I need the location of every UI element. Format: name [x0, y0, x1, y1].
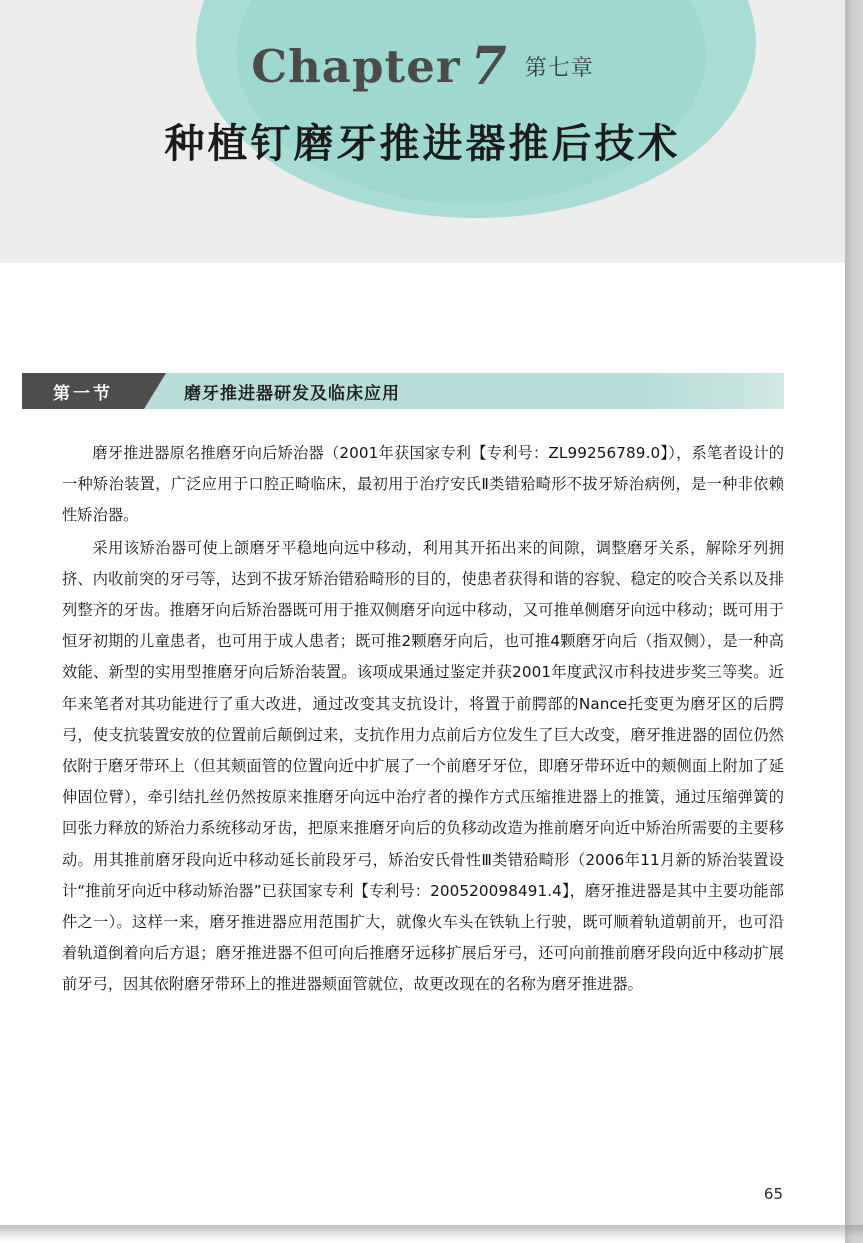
chapter-label-cn: 第七章 [524, 56, 594, 81]
page-number: 65 [763, 1185, 783, 1203]
chapter-word: Chapter [251, 40, 461, 93]
section-heading [22, 373, 784, 409]
chapter-number: 7 [470, 36, 507, 97]
page-title: 种植钉磨牙推进器推后技术 [164, 121, 681, 167]
chapter-header-band [0, 0, 845, 263]
section-tag-wedge [144, 373, 166, 409]
body-text [62, 438, 784, 1002]
page-content [0, 263, 845, 1225]
paragraph-1: 磨牙推进器原名推磨牙向后矫治器（2001年获国家专利【专利号：ZL99256789.0】），系笔者设计的一种矫治装置，广泛应用于口腔正畸临床，最初用于治疗安氏Ⅱ类错𬌗畸形不拔牙矫治病例，是一种非依赖性矫治器。 [62, 444, 784, 525]
section-title: 磨牙推进器研发及临床应用 [144, 373, 784, 409]
page-edge-shadow [845, 0, 863, 1243]
section-number-tag: 第一节 [22, 373, 144, 409]
chapter-label [0, 36, 845, 97]
paragraph-2: 采用该矫治器可使上颌磨牙平稳地向远中移动，利用其开拓出来的间隙，调整磨牙关系，解除牙列拥挤、内收前突的牙弓等，达到不拔牙矫治错𬌗畸形的目的，使患者获得和谐的容貌、稳定的咬合关系以及排列整齐的牙齿。推磨牙向后矫治器既可用于推双侧磨牙向远中移动，又可推单侧磨牙向远中移动；既可用于恒牙初期的儿童患者，也可用于成人患者；既可推2颗磨牙向后，也可推4颗磨牙向后（指双侧），是一种高效能、新型的实用型推磨牙向后矫治装置。该项成果通过鉴定并获2001年度武汉市科技进步奖三等奖。近年来笔者对其功能进行了重大改进，通过改变其支抗设计，将置于前腭部的Nance托变更为磨牙区的后腭弓，使支抗装置安放的位置前后颠倒过来，支抗作用力点前后方位发生了巨大改变，磨牙推进器的固位仍然依附于磨牙带环上（但其颊面管的位置向近中扩展了一个前磨牙牙位，即磨牙带环近中的颊侧面上附加了延伸固位臂），牵引结扎丝仍然按原来推磨牙向远中治疗者的操作方式压缩推进器上的推簧，通过压缩弹簧的回张力释放的矫治力系统移动牙齿，把原来推磨牙向后的负移动改造为推前磨牙向近中矫治所需要的主要移动。用其推前磨牙段向近中移动延长前段牙弓，矫治安氏骨性Ⅲ类错𬌗畸形（2006年11月新的矫治装置设计“推前牙向近中移动矫治器”已获国家专利【专利号：200520098491.4】，磨牙推进器是其中主要功能部件之一）。这样一来，磨牙推进器应用范围扩大，就像火车头在铁轨上行驶，既可顺着轨道朝前开，也可沿着轨道倒着向后方退；磨牙推进器不但可向后推磨牙远移扩展后牙弓，还可向前推前磨牙段向近中移动扩展前牙弓，因其依附磨牙带环上的推进器颊面管就位，故更改现在的名称为磨牙推进器。 [62, 538, 784, 994]
